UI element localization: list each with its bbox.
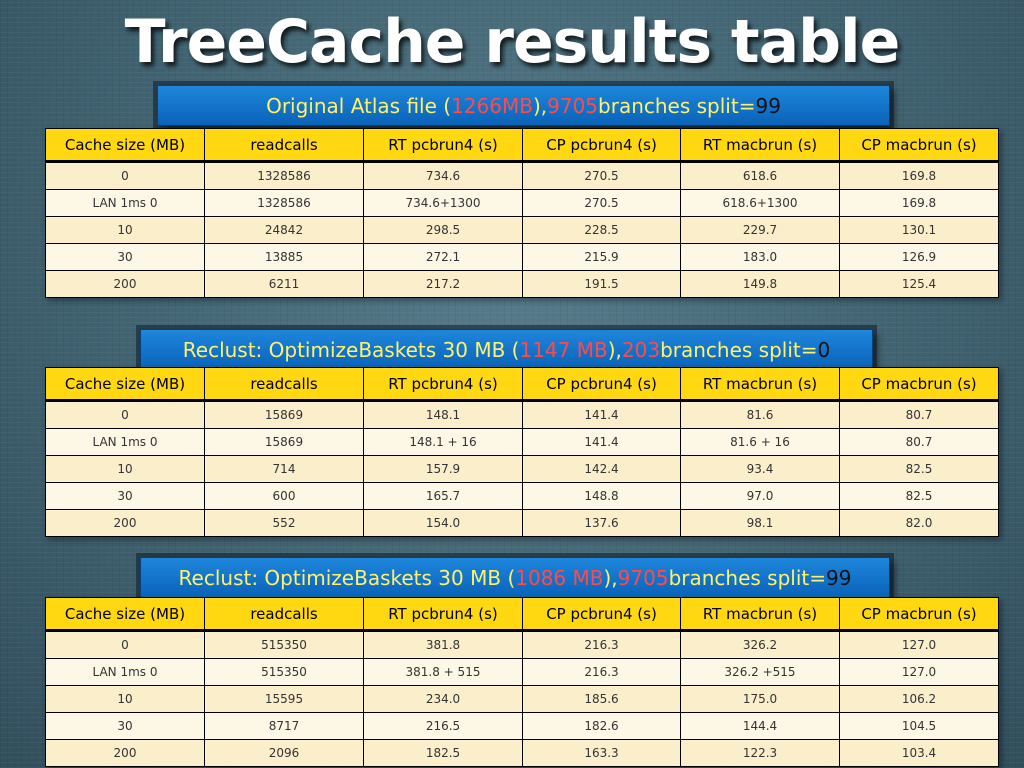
banner-mid: ), xyxy=(532,93,548,118)
cell: 137.6 xyxy=(523,510,681,537)
banner-file-size: 1086 MB xyxy=(515,565,604,590)
cell: 326.2 xyxy=(681,631,840,659)
cell: 130.1 xyxy=(840,217,999,244)
cell: 103.4 xyxy=(840,740,999,767)
cell: 82.5 xyxy=(840,456,999,483)
banner-suffix: branches split= xyxy=(668,565,826,590)
cell: 97.0 xyxy=(681,483,840,510)
header-cp-pcbrun4: CP pcbrun4 (s) xyxy=(523,129,681,162)
cell: 163.3 xyxy=(523,740,681,767)
banner-suffix: branches split= xyxy=(660,337,818,362)
cell: 82.0 xyxy=(840,510,999,537)
banner-split-value: 99 xyxy=(755,93,781,118)
cell: LAN 1ms 0 xyxy=(46,429,205,456)
results-table-reclust-split0 xyxy=(45,367,999,537)
header-cp-pcbrun4: CP pcbrun4 (s) xyxy=(523,368,681,401)
section-banner-reclust-split0 xyxy=(140,329,873,370)
banner-split-value: 99 xyxy=(826,565,852,590)
cell: 127.0 xyxy=(840,631,999,659)
table-row xyxy=(46,456,999,483)
table-row xyxy=(46,713,999,740)
cell: 148.8 xyxy=(523,483,681,510)
table-row xyxy=(46,483,999,510)
cell: 15869 xyxy=(205,401,364,429)
header-cache-size: Cache size (MB) xyxy=(46,598,205,631)
banner-file-size: 1266MB xyxy=(451,93,533,118)
cell: 228.5 xyxy=(523,217,681,244)
cell: 552 xyxy=(205,510,364,537)
cell: 175.0 xyxy=(681,686,840,713)
cell: 200 xyxy=(46,740,205,767)
cell: 381.8 + 515 xyxy=(364,659,523,686)
cell: 200 xyxy=(46,271,205,298)
header-cp-pcbrun4: CP pcbrun4 (s) xyxy=(523,598,681,631)
header-rt-pcbrun4: RT pcbrun4 (s) xyxy=(364,129,523,162)
header-readcalls: readcalls xyxy=(205,129,364,162)
header-rt-pcbrun4: RT pcbrun4 (s) xyxy=(364,598,523,631)
cell: 6211 xyxy=(205,271,364,298)
header-rt-pcbrun4: RT pcbrun4 (s) xyxy=(364,368,523,401)
cell: 618.6+1300 xyxy=(681,190,840,217)
cell: 618.6 xyxy=(681,162,840,190)
header-cp-macbrun: CP macbrun (s) xyxy=(840,368,999,401)
cell: 104.5 xyxy=(840,713,999,740)
cell: 10 xyxy=(46,456,205,483)
banner-suffix: branches split= xyxy=(598,93,756,118)
cell: LAN 1ms 0 xyxy=(46,659,205,686)
cell: 216.3 xyxy=(523,631,681,659)
header-rt-macbrun: RT macbrun (s) xyxy=(681,129,840,162)
cell: 183.0 xyxy=(681,244,840,271)
cell: 515350 xyxy=(205,631,364,659)
section-banner-reclust-split99 xyxy=(140,557,890,598)
cell: 81.6 + 16 xyxy=(681,429,840,456)
table-row xyxy=(46,217,999,244)
table-row xyxy=(46,190,999,217)
table-row xyxy=(46,686,999,713)
cell: 148.1 + 16 xyxy=(364,429,523,456)
header-readcalls: readcalls xyxy=(205,598,364,631)
cell: 229.7 xyxy=(681,217,840,244)
banner-file-size: 1147 MB xyxy=(519,337,608,362)
cell: 270.5 xyxy=(523,162,681,190)
cell: 600 xyxy=(205,483,364,510)
table-row xyxy=(46,631,999,659)
header-rt-macbrun: RT macbrun (s) xyxy=(681,368,840,401)
cell: 15595 xyxy=(205,686,364,713)
cell: 141.4 xyxy=(523,429,681,456)
table-row xyxy=(46,271,999,298)
cell: 154.0 xyxy=(364,510,523,537)
cell: 24842 xyxy=(205,217,364,244)
section-banner-original xyxy=(157,85,890,126)
header-readcalls: readcalls xyxy=(205,368,364,401)
cell: 93.4 xyxy=(681,456,840,483)
cell: 0 xyxy=(46,401,205,429)
cell: 1328586 xyxy=(205,190,364,217)
cell: 734.6+1300 xyxy=(364,190,523,217)
cell: 30 xyxy=(46,713,205,740)
cell: LAN 1ms 0 xyxy=(46,190,205,217)
banner-prefix: Reclust: OptimizeBaskets 30 MB ( xyxy=(178,565,516,590)
cell: 149.8 xyxy=(681,271,840,298)
banner-branch-count: 9705 xyxy=(547,93,599,118)
cell: 714 xyxy=(205,456,364,483)
cell: 106.2 xyxy=(840,686,999,713)
cell: 381.8 xyxy=(364,631,523,659)
cell: 13885 xyxy=(205,244,364,271)
table-row xyxy=(46,429,999,456)
cell: 126.9 xyxy=(840,244,999,271)
cell: 2096 xyxy=(205,740,364,767)
results-table-reclust-split99 xyxy=(45,597,999,767)
cell: 169.8 xyxy=(840,162,999,190)
table-header-row xyxy=(46,598,999,631)
banner-mid: ), xyxy=(603,565,618,590)
cell: 272.1 xyxy=(364,244,523,271)
banner-prefix: Reclust: OptimizeBaskets 30 MB ( xyxy=(182,337,520,362)
cell: 80.7 xyxy=(840,429,999,456)
cell: 0 xyxy=(46,631,205,659)
cell: 200 xyxy=(46,510,205,537)
cell: 144.4 xyxy=(681,713,840,740)
cell: 182.5 xyxy=(364,740,523,767)
cell: 148.1 xyxy=(364,401,523,429)
table-row xyxy=(46,510,999,537)
table-row xyxy=(46,659,999,686)
cell: 515350 xyxy=(205,659,364,686)
banner-branch-count: 203 xyxy=(621,337,661,362)
cell: 734.6 xyxy=(364,162,523,190)
cell: 191.5 xyxy=(523,271,681,298)
cell: 30 xyxy=(46,244,205,271)
cell: 81.6 xyxy=(681,401,840,429)
cell: 217.2 xyxy=(364,271,523,298)
cell: 141.4 xyxy=(523,401,681,429)
cell: 270.5 xyxy=(523,190,681,217)
header-cp-macbrun: CP macbrun (s) xyxy=(840,129,999,162)
cell: 216.5 xyxy=(364,713,523,740)
cell: 142.4 xyxy=(523,456,681,483)
table-header-row xyxy=(46,368,999,401)
cell: 122.3 xyxy=(681,740,840,767)
cell: 215.9 xyxy=(523,244,681,271)
cell: 234.0 xyxy=(364,686,523,713)
banner-split-value: 0 xyxy=(817,337,831,362)
table-row xyxy=(46,162,999,190)
banner-branch-count: 9705 xyxy=(617,565,669,590)
cell: 15869 xyxy=(205,429,364,456)
cell: 98.1 xyxy=(681,510,840,537)
cell: 125.4 xyxy=(840,271,999,298)
cell: 10 xyxy=(46,686,205,713)
cell: 80.7 xyxy=(840,401,999,429)
cell: 298.5 xyxy=(364,217,523,244)
table-row xyxy=(46,401,999,429)
banner-mid: ), xyxy=(607,337,622,362)
cell: 1328586 xyxy=(205,162,364,190)
cell: 169.8 xyxy=(840,190,999,217)
cell: 8717 xyxy=(205,713,364,740)
slide-title: TreeCache results table xyxy=(124,7,900,77)
cell: 216.3 xyxy=(523,659,681,686)
cell: 165.7 xyxy=(364,483,523,510)
table-row xyxy=(46,244,999,271)
header-rt-macbrun: RT macbrun (s) xyxy=(681,598,840,631)
results-table-original xyxy=(45,128,999,298)
banner-prefix: Original Atlas file ( xyxy=(266,93,452,118)
cell: 30 xyxy=(46,483,205,510)
header-cp-macbrun: CP macbrun (s) xyxy=(840,598,999,631)
cell: 0 xyxy=(46,162,205,190)
cell: 182.6 xyxy=(523,713,681,740)
cell: 10 xyxy=(46,217,205,244)
cell: 127.0 xyxy=(840,659,999,686)
header-cache-size: Cache size (MB) xyxy=(46,368,205,401)
header-cache-size: Cache size (MB) xyxy=(46,129,205,162)
cell: 326.2 +515 xyxy=(681,659,840,686)
cell: 185.6 xyxy=(523,686,681,713)
table-row xyxy=(46,740,999,767)
cell: 157.9 xyxy=(364,456,523,483)
table-header-row xyxy=(46,129,999,162)
cell: 82.5 xyxy=(840,483,999,510)
